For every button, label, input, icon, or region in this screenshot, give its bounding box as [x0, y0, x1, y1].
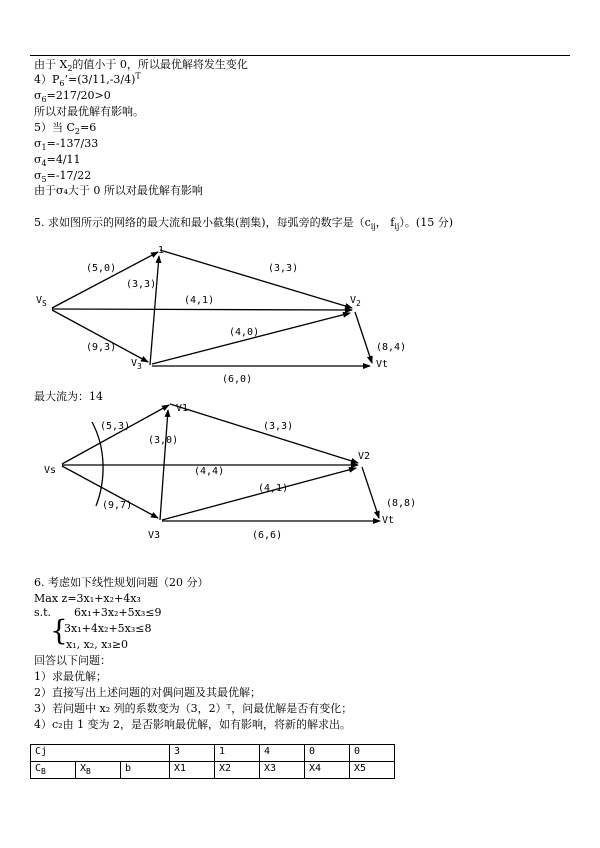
g1-node-v3: $V_3$	[131, 358, 142, 371]
table-cell: Cj	[31, 745, 170, 762]
q6-constraint-1: 6x₁+3x₂+5x₃≤9	[74, 606, 162, 619]
g1-node-v1: 1	[158, 245, 165, 256]
table-cell: X4	[305, 762, 350, 779]
sec4-line-8: $\sigma_5=-17/22$	[34, 169, 92, 185]
sec4-line-1: 由于 $X_2$的值小于 0，所以最优解将发生变化	[34, 58, 248, 74]
table-cell: 0	[350, 745, 395, 762]
sec4-line-4: 所以对最优解有影响。	[34, 105, 144, 118]
q6-question-3: 3）若问题中 x₂ 列的系数变为（3，2）ᵀ，问最优解是否有变化；	[34, 702, 353, 715]
q6-constraint-3: x₁, x₂, x₃≥0	[66, 638, 129, 651]
q6-answer-header: 回答以下问题：	[34, 654, 111, 667]
q6-question-1: 1）求最优解；	[34, 670, 107, 683]
q6-question-2: 2）直接写出上述问题的对偶问题及其最优解；	[34, 686, 261, 699]
q6-objective: Max z=3x₁+x₂+4x₃	[34, 592, 141, 605]
g2-label-vs-v3: (9,7)	[102, 500, 133, 511]
g1-label-v2-vt: (8,4)	[376, 342, 407, 353]
table-cell: X3	[260, 762, 305, 779]
table-row	[31, 745, 395, 762]
g1-node-vs: $V_S$	[36, 295, 47, 308]
sec4-line-5: 5）当 $C_2=6$	[34, 121, 97, 137]
max-flow-text: 最大流为：14	[34, 390, 103, 403]
g2-node-v2: V2	[358, 451, 371, 462]
g2-label-v1-v2: (3,3)	[263, 421, 294, 432]
g1-label-v3-v1: (3,3)	[126, 279, 157, 290]
table-cell: 3	[170, 745, 215, 762]
q6-constraint-2: 3x₁+4x₂+5x₃≤8	[64, 622, 152, 635]
g1-node-v2: $V_2$	[350, 295, 361, 308]
g2-node-vs: Vs	[44, 465, 57, 476]
g1-label-vs-v1: (5,0)	[86, 263, 117, 274]
g1-label-vs-v3: (9,3)	[86, 342, 117, 353]
g1-label-v1-v2: (3,3)	[268, 263, 299, 274]
g2-label-vs-v1: (5,3)	[100, 421, 131, 432]
g2-node-v1: V1	[176, 403, 189, 414]
sec4-line-3: $\sigma_6=217/20>0$	[34, 89, 111, 105]
q6-st-label: s.t.	[34, 606, 52, 619]
g1-edge-vs-v2	[52, 309, 352, 310]
g2-label-v3-vt: (6,6)	[252, 530, 283, 541]
g1-edge-v3-v1	[150, 256, 159, 365]
table-cell: 4	[260, 745, 305, 762]
table-cell: X5	[350, 762, 395, 779]
table-cell: X1	[170, 762, 215, 779]
table-cell: $X_B$	[76, 762, 121, 779]
g1-label-v3-v2: (4,0)	[229, 327, 260, 338]
g1-edge-v2-vt	[355, 312, 372, 363]
g2-label-vs-v2: (4,4)	[194, 466, 225, 477]
q6-brace: {	[50, 614, 68, 647]
g2-label-v3-v2: (4,1)	[258, 483, 289, 494]
sec4-line-7: $\sigma_4=4/11$	[34, 153, 81, 169]
sec4-line-2: $4)P_6’=(3/11,-3/4)^T$	[34, 71, 141, 89]
g1-label-v3-vt: (6,0)	[222, 374, 253, 385]
sec4-line-9: 由于σ₄大于 0 所以对最优解有影响	[34, 184, 203, 197]
table-row	[31, 762, 395, 779]
table-cell: 1	[215, 745, 260, 762]
g2-node-v3: V3	[148, 530, 161, 541]
q6-title: 6. 考虑如下线性规划问题（20 分）	[34, 576, 209, 589]
simplex-table	[30, 744, 395, 779]
table-cell: 0	[305, 745, 350, 762]
g2-node-vt: Vt	[382, 515, 395, 526]
g2-edge-v2-vt	[362, 467, 379, 518]
g1-node-vt: Vt	[376, 359, 389, 370]
g2-cut-curve	[92, 422, 103, 506]
table-cell: $C_B$	[31, 762, 76, 779]
g2-label-v3-v1: (3,0)	[148, 435, 179, 446]
g2-label-v2-vt: (8,8)	[386, 498, 417, 509]
table-cell: X2	[215, 762, 260, 779]
g1-label-vs-v2: (4,1)	[184, 295, 215, 306]
q5-title: 5. 求如图所示的网络的最大流和最小截集(割集)，每弧旁的数字是（$c_{ij}$， $f_{ij}$）。(15 分)	[34, 216, 453, 232]
table-cell: b	[121, 762, 170, 779]
sec4-line-6: $\sigma_1=-137/33$	[34, 137, 99, 153]
q6-question-4: 4）c₂由 1 变为 2，是否影响最优解，如有影响，将新的解求出。	[34, 718, 352, 731]
